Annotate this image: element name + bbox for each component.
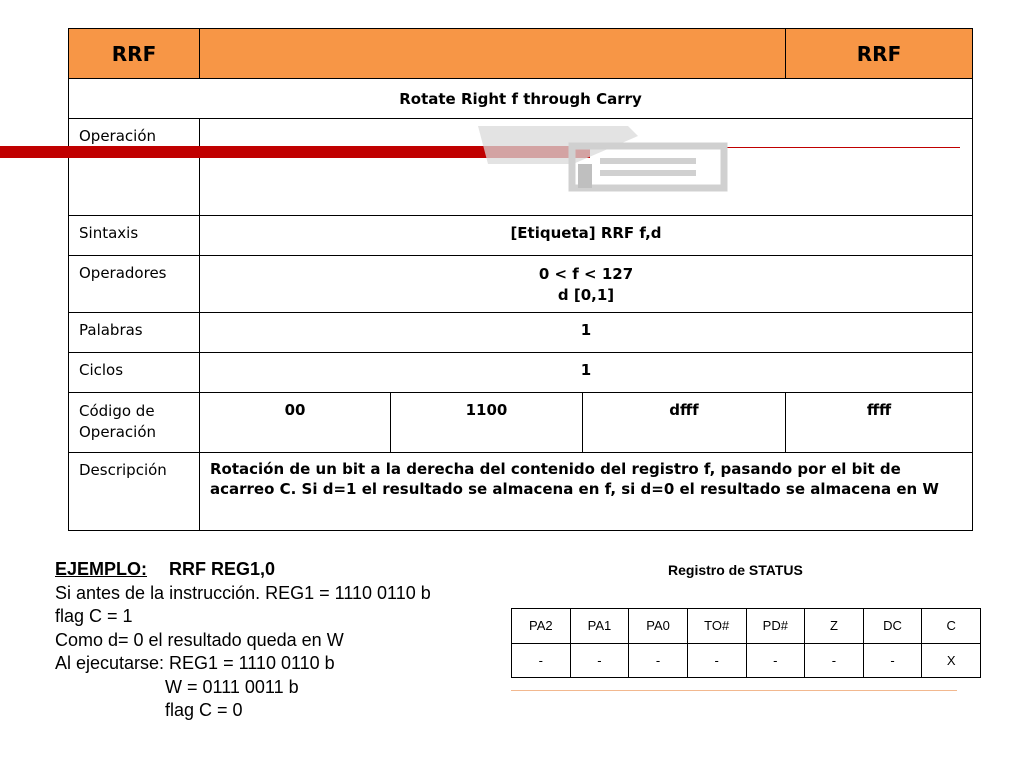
operadores-line1: 0 < f < 127	[538, 265, 634, 283]
instruction-subtitle: Rotate Right f through Carry	[69, 79, 973, 119]
status-bit-pa0: PA0	[629, 609, 688, 644]
operadores-value	[200, 256, 973, 313]
status-value-dc: -	[863, 643, 922, 678]
example-instruction: RRF REG1,0	[169, 559, 276, 579]
opcode-field-4: ffff	[786, 393, 973, 453]
status-header-row	[512, 609, 981, 644]
status-value-pa2: -	[512, 643, 571, 678]
status-value-row	[512, 643, 981, 678]
example-heading-line	[55, 558, 431, 582]
ciclos-row	[69, 353, 973, 393]
codigo-label-line1: Código de	[79, 402, 155, 420]
example-heading: EJEMPLO:	[55, 559, 148, 579]
example-block	[55, 558, 431, 723]
status-bit-z: Z	[805, 609, 864, 644]
mnemonic-right: RRF	[786, 29, 973, 79]
sintaxis-value: [Etiqueta] RRF f,d	[200, 216, 973, 256]
descripcion-label: Descripción	[69, 453, 200, 531]
example-line-3: Como d= 0 el resultado queda en W	[55, 629, 344, 650]
example-line-1: Si antes de la instrucción. REG1 = 1110 0110 b	[55, 582, 431, 603]
palabras-label: Palabras	[69, 313, 200, 353]
example-result-w: W = 0111 0011 b	[165, 676, 299, 697]
descripcion-text: Rotación de un bit a la derecha del contenido del registro f, pasando por el bit de acarreo C. Si d=1 el resultado se almacena en f, si d=0 el resultado se almacena en W	[200, 453, 973, 531]
codigo-label-line2: Operación	[79, 423, 157, 441]
operadores-line2: d [0,1]	[557, 286, 615, 304]
codigo-row	[69, 393, 973, 453]
status-bit-pa2: PA2	[512, 609, 571, 644]
status-value-pa1: -	[570, 643, 629, 678]
status-bit-pa1: PA1	[570, 609, 629, 644]
mnemonic-left: RRF	[69, 29, 200, 79]
status-value-to: -	[687, 643, 746, 678]
subtitle-row	[69, 79, 973, 119]
opcode-field-2: 1100	[391, 393, 583, 453]
status-value-pa0: -	[629, 643, 688, 678]
header-empty-cell	[200, 29, 786, 79]
status-bit-pd: PD#	[746, 609, 805, 644]
sintaxis-label: Sintaxis	[69, 216, 200, 256]
status-bit-c: C	[922, 609, 981, 644]
divider-line	[511, 690, 957, 691]
status-value-c: X	[922, 643, 981, 678]
ciclos-value: 1	[200, 353, 973, 393]
status-register-table	[511, 608, 981, 678]
codigo-label	[69, 393, 200, 453]
status-value-pd: -	[746, 643, 805, 678]
operacion-label: Operación	[69, 119, 200, 216]
header-row	[69, 29, 973, 79]
palabras-value: 1	[200, 313, 973, 353]
status-bit-dc: DC	[863, 609, 922, 644]
status-bit-to: TO#	[687, 609, 746, 644]
example-result-flag: flag C = 0	[165, 700, 243, 720]
palabras-row	[69, 313, 973, 353]
opcode-field-3: dfff	[583, 393, 786, 453]
example-line-2: flag C = 1	[55, 606, 133, 626]
descripcion-row	[69, 453, 973, 531]
status-value-z: -	[805, 643, 864, 678]
watermark-logo-icon	[478, 124, 728, 194]
operadores-label: Operadores	[69, 256, 200, 313]
status-register-title: Registro de STATUS	[668, 562, 803, 578]
example-line-4: Al ejecutarse: REG1 = 1110 0110 b	[55, 653, 335, 673]
ciclos-label: Ciclos	[69, 353, 200, 393]
instruction-table	[68, 28, 973, 531]
opcode-field-1: 00	[200, 393, 391, 453]
sintaxis-row	[69, 216, 973, 256]
operadores-row	[69, 256, 973, 313]
